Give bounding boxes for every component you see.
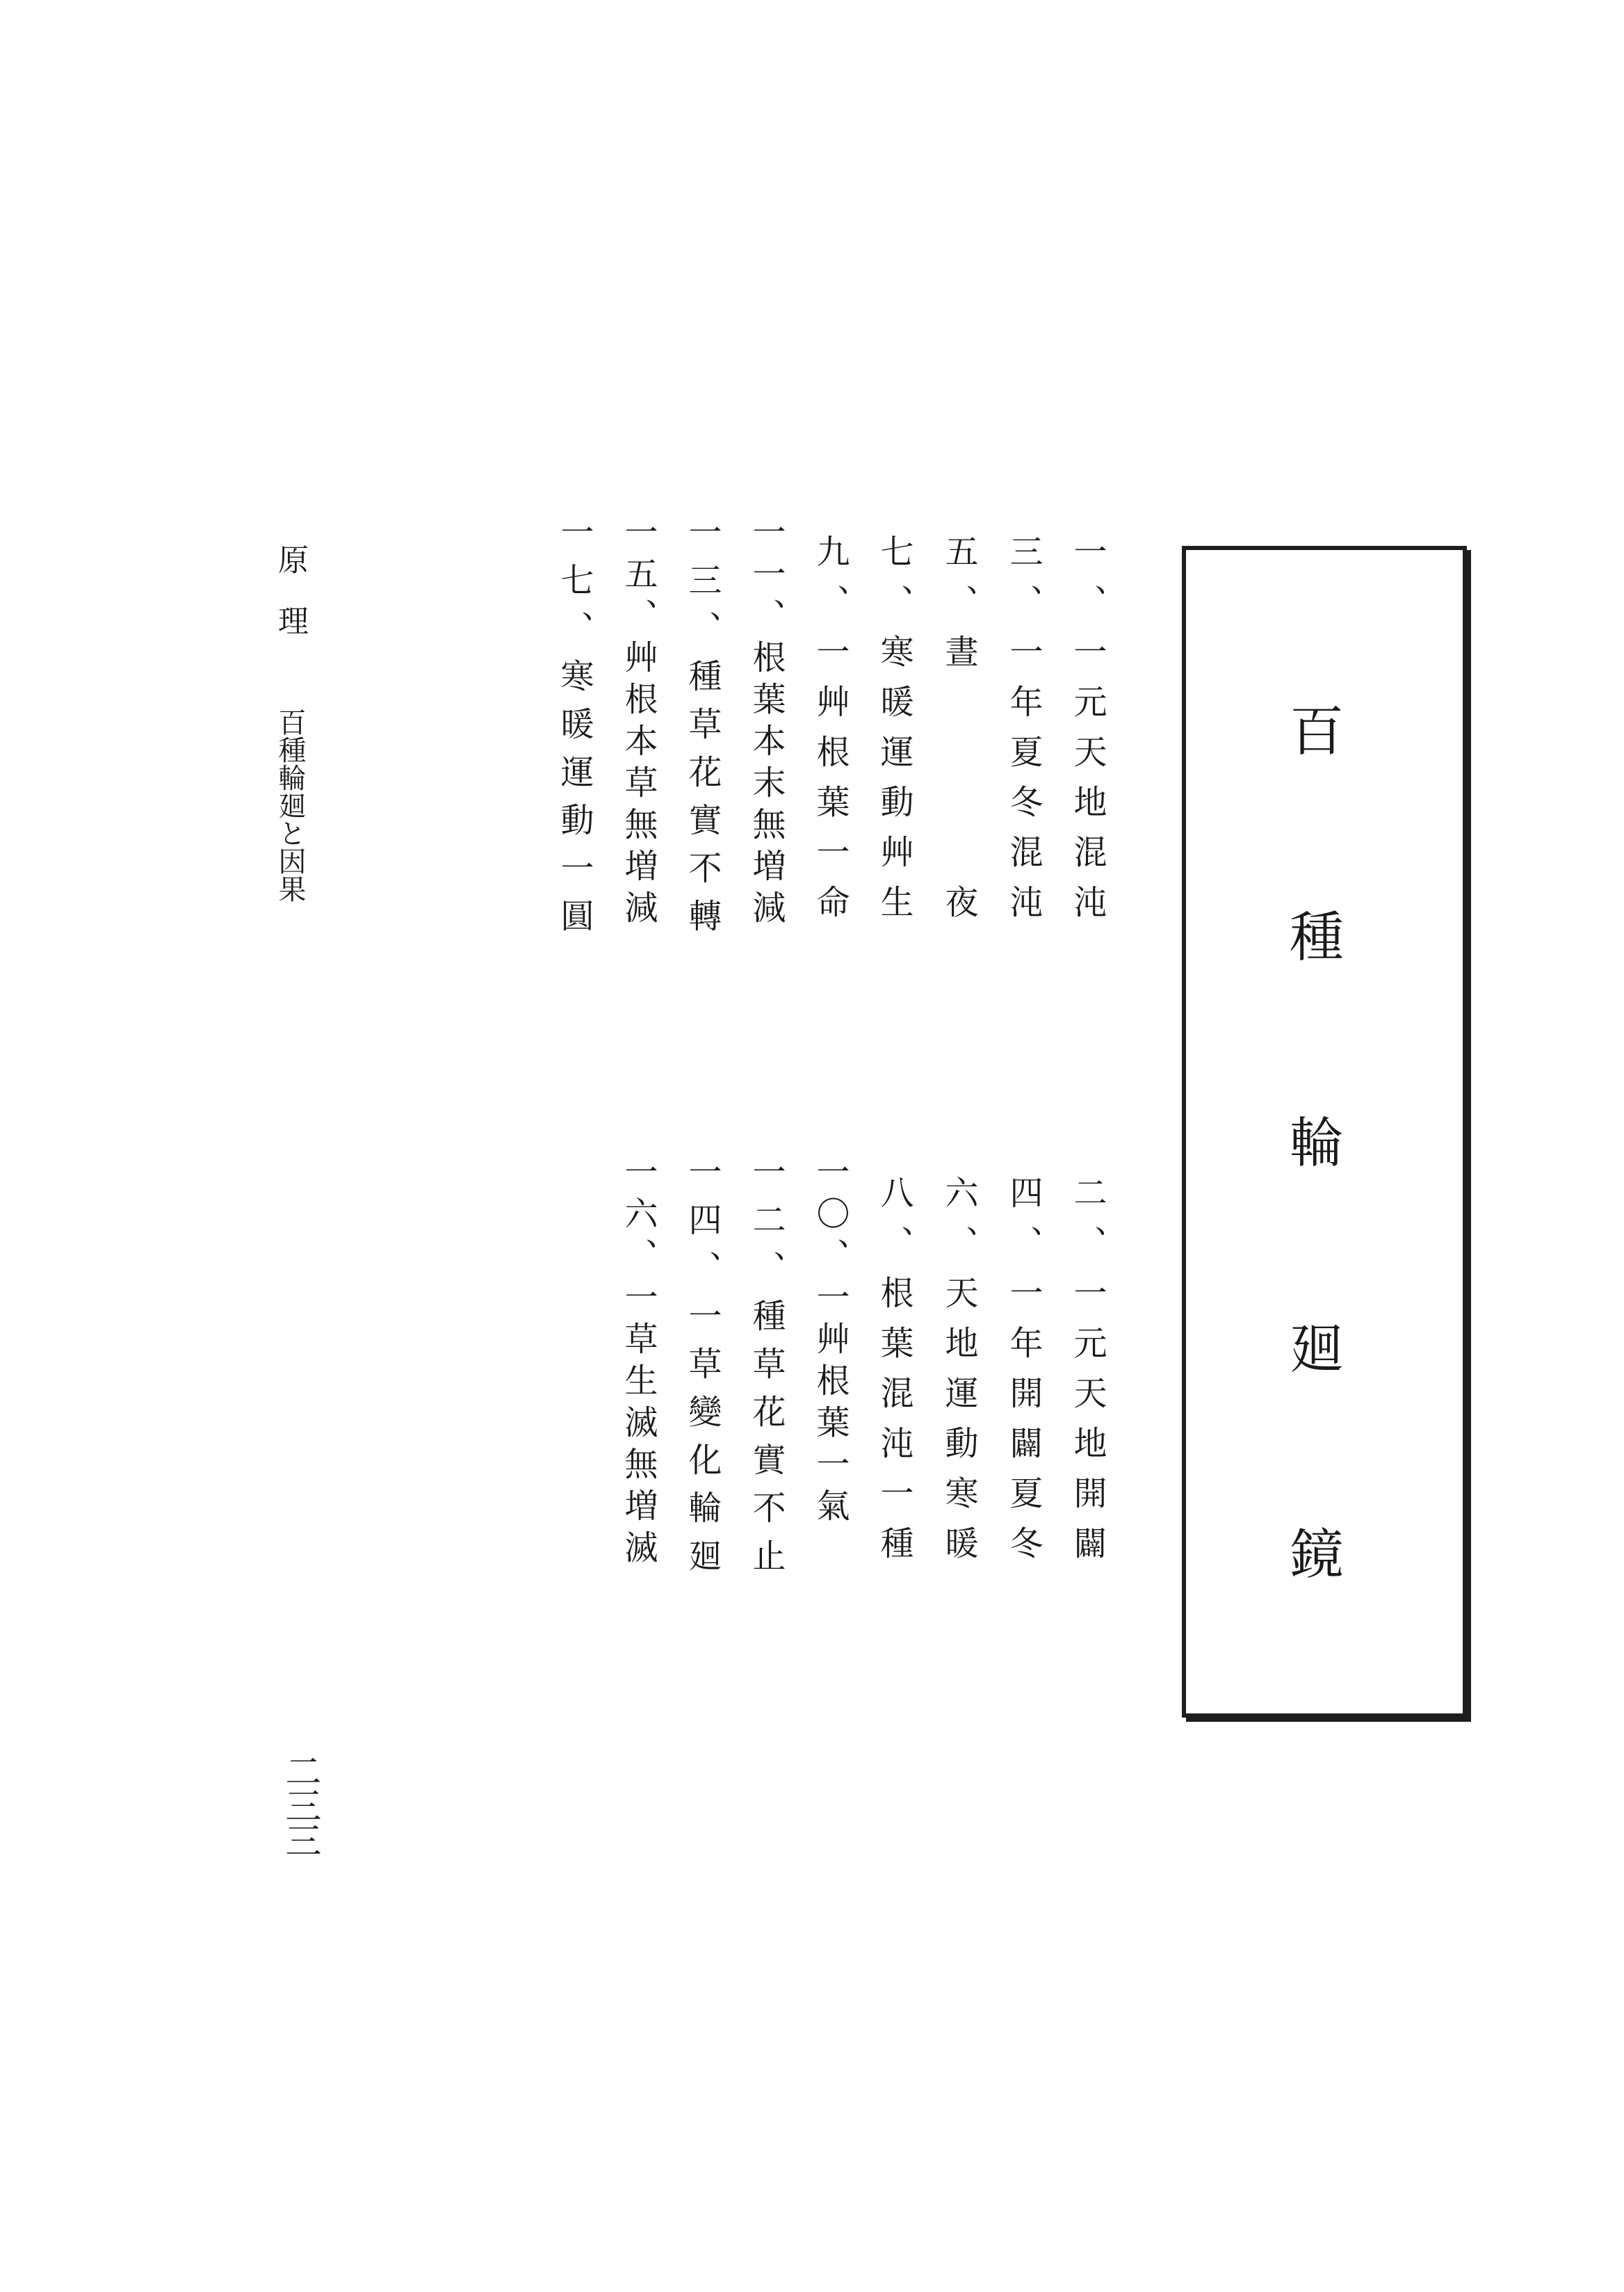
item-9: 九、一艸根葉一命 [811,534,850,935]
item-17: 一七、寒暖運動一圓 [555,515,594,946]
item-7: 七、寒暖運動艸生 [875,534,914,935]
item-11: 一一、根葉本末無増減 [747,515,786,932]
item-4: 四、一年開闢夏冬 [1004,1175,1043,1576]
item-5: 五、晝 夜 [939,534,978,935]
item-6: 六、天地運動寒暖 [939,1175,978,1576]
item-10: 一〇、一艸根葉一氣 [811,1154,850,1530]
running-head [273,544,308,903]
item-3: 三、一年夏冬混沌 [1004,534,1043,935]
running-head-chapter: 百種輪廻と因果 [274,708,306,903]
item-2: 二、一元天地開闢 [1068,1175,1107,1576]
page-title: 百種輪廻鏡 [1281,702,1343,1732]
item-14: 一四、一草變化輪廻 [683,1154,722,1586]
item-12: 一二、種草花實不止 [747,1154,786,1586]
item-1: 一、一元天地混沌 [1068,534,1107,935]
running-head-section: 原 理 [273,544,308,636]
item-16: 一六、一草生滅無増滅 [619,1154,658,1572]
item-15: 一五、艸根本草無増減 [619,515,658,932]
item-8: 八、根葉混沌一種 [875,1175,914,1576]
page-number: 二三三 [279,1752,320,1857]
item-13: 一三、種草花實不轉 [683,515,722,946]
